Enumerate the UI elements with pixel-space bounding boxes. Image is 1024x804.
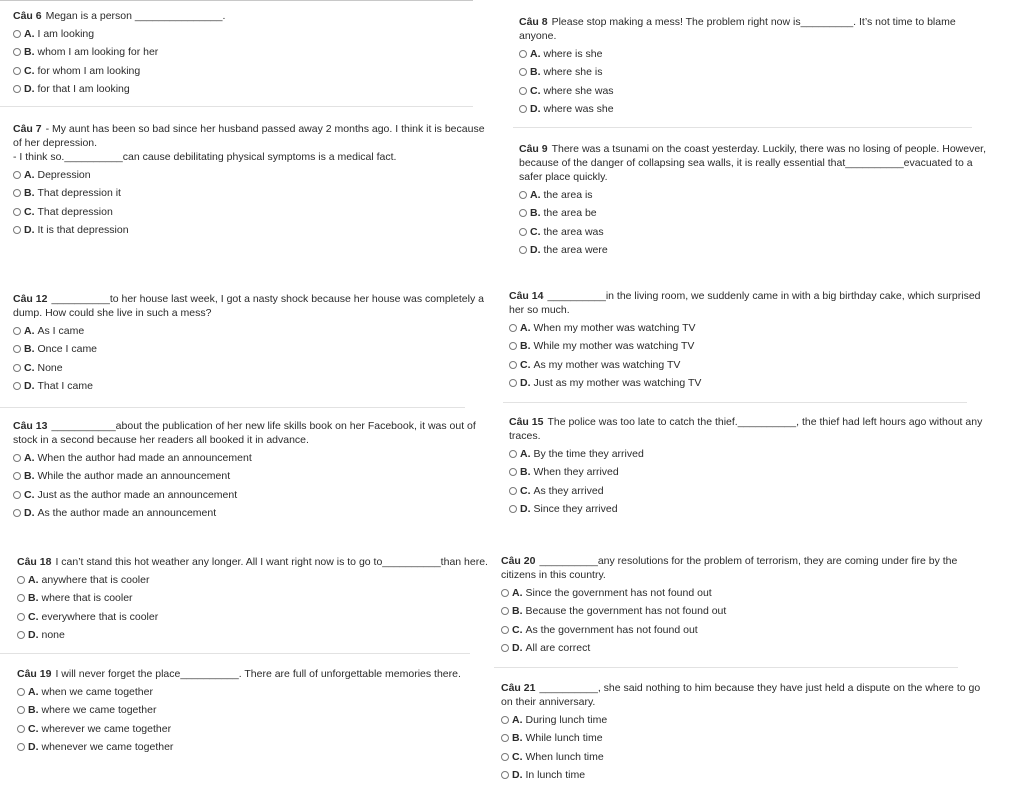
answer-option-c[interactable] bbox=[17, 722, 461, 736]
radio-button-icon[interactable] bbox=[13, 491, 21, 499]
question-14 bbox=[509, 289, 981, 390]
option-text: whenever we came together bbox=[41, 740, 174, 753]
option-text: Depression bbox=[37, 169, 91, 182]
option-letter: B. bbox=[530, 66, 541, 79]
question-text: __________, she said nothing to him because they have just held a dispute on the where to go bbox=[539, 682, 981, 694]
radio-button-icon[interactable] bbox=[17, 688, 25, 696]
option-letter: C. bbox=[512, 750, 523, 763]
option-letter: D. bbox=[530, 243, 541, 256]
radio-button-icon[interactable] bbox=[519, 209, 527, 217]
option-letter: C. bbox=[530, 84, 541, 97]
option-text: Since the government has not found out bbox=[525, 587, 712, 600]
question-stem-line bbox=[509, 303, 981, 317]
option-letter: D. bbox=[28, 628, 39, 641]
answer-option-b[interactable] bbox=[17, 591, 488, 605]
answer-option-d[interactable] bbox=[519, 102, 956, 116]
question-text: I will never forget the place__________. There are full of unforgettable memories there. bbox=[55, 668, 461, 680]
answer-option-d[interactable] bbox=[17, 628, 488, 642]
answer-option-d[interactable] bbox=[509, 502, 982, 516]
question-text: Please stop making a mess! The problem right now is_________. It’s not time to blame bbox=[551, 16, 956, 28]
answer-option-a[interactable] bbox=[13, 27, 225, 41]
option-text: whom I am looking for her bbox=[37, 46, 159, 59]
question-number: Câu 19 bbox=[17, 668, 52, 680]
radio-button-icon[interactable] bbox=[501, 626, 509, 634]
radio-button-icon[interactable] bbox=[13, 189, 21, 197]
question-text: The police was too late to catch the thief.__________, the thief had left hours ago without any bbox=[547, 416, 983, 428]
question-text: - I think so.__________can cause debilitating physical symptoms is a medical fact. bbox=[13, 151, 397, 163]
radio-button-icon[interactable] bbox=[509, 505, 517, 513]
question-text: anyone. bbox=[519, 30, 557, 42]
question-number: Câu 14 bbox=[509, 290, 544, 302]
radio-button-icon[interactable] bbox=[519, 87, 527, 95]
option-text: When the author had made an announcement bbox=[37, 452, 252, 465]
radio-button-icon[interactable] bbox=[13, 30, 21, 38]
question-text: __________any resolutions for the problem of terrorism, they are coming under fire by the bbox=[539, 555, 958, 567]
radio-button-icon[interactable] bbox=[519, 50, 527, 58]
option-letter: C. bbox=[28, 722, 39, 735]
question-stem-line bbox=[519, 170, 986, 184]
question-text: traces. bbox=[509, 430, 541, 442]
question-12 bbox=[13, 292, 484, 393]
answer-option-c[interactable] bbox=[519, 225, 986, 239]
option-letter: D. bbox=[28, 740, 39, 753]
option-letter: B. bbox=[24, 187, 35, 200]
option-letter: C. bbox=[530, 225, 541, 238]
question-text: There was a tsunami on the coast yesterday. Luckily, there was no losing of people. However, bbox=[551, 143, 987, 155]
option-text: It is that depression bbox=[37, 223, 129, 236]
option-letter: A. bbox=[24, 169, 35, 182]
answer-option-b[interactable] bbox=[13, 186, 485, 200]
option-text: none bbox=[41, 628, 65, 641]
option-text: where was she bbox=[543, 102, 614, 115]
option-text: for that I am looking bbox=[37, 82, 130, 95]
question-stem-line bbox=[13, 419, 476, 433]
answer-option-c[interactable] bbox=[509, 484, 982, 498]
option-text: As the government has not found out bbox=[525, 623, 698, 636]
question-stem-line bbox=[501, 681, 980, 695]
divider bbox=[0, 653, 470, 654]
question-text: I can’t stand this hot weather any longer. All I want right now is to go to__________than here. bbox=[55, 556, 488, 568]
option-text: In lunch time bbox=[525, 768, 586, 781]
radio-button-icon[interactable] bbox=[509, 468, 517, 476]
option-text: where is she bbox=[543, 48, 603, 61]
divider bbox=[513, 127, 972, 128]
option-letter: A. bbox=[28, 686, 39, 699]
question-stem-line bbox=[13, 306, 484, 320]
option-text: As they arrived bbox=[533, 484, 604, 497]
divider bbox=[503, 402, 967, 403]
answer-option-a[interactable] bbox=[509, 447, 982, 461]
answer-option-b[interactable] bbox=[501, 604, 957, 618]
option-text: Because the government has not found out bbox=[525, 605, 727, 618]
radio-button-icon[interactable] bbox=[13, 48, 21, 56]
question-text: citizens in this country. bbox=[501, 569, 606, 581]
answer-option-a[interactable] bbox=[519, 47, 956, 61]
question-stem-line bbox=[13, 9, 225, 23]
question-18 bbox=[17, 555, 488, 642]
option-letter: B. bbox=[24, 470, 35, 483]
answer-option-a[interactable] bbox=[509, 321, 981, 335]
option-text: All are correct bbox=[525, 641, 591, 654]
option-letter: A. bbox=[512, 587, 523, 600]
option-letter: B. bbox=[28, 592, 39, 605]
option-letter: A. bbox=[520, 322, 531, 335]
question-number: Câu 20 bbox=[501, 555, 536, 567]
radio-button-icon[interactable] bbox=[509, 342, 517, 350]
option-letter: C. bbox=[520, 358, 531, 371]
answer-option-d[interactable] bbox=[13, 82, 225, 96]
radio-button-icon[interactable] bbox=[13, 67, 21, 75]
answer-option-c[interactable] bbox=[501, 750, 980, 764]
option-letter: D. bbox=[520, 502, 531, 515]
answer-option-d[interactable] bbox=[13, 506, 476, 520]
radio-button-icon[interactable] bbox=[17, 631, 25, 639]
question-stem-line bbox=[501, 554, 957, 568]
question-text: because of the danger of collapsing sea walls, it is really essential that__________evacuated to a bbox=[519, 157, 973, 169]
option-text: Just as the author made an announcement bbox=[37, 488, 238, 501]
option-letter: A. bbox=[530, 48, 541, 61]
radio-button-icon[interactable] bbox=[509, 324, 517, 332]
option-text: where we came together bbox=[41, 704, 157, 717]
option-text: As I came bbox=[37, 325, 85, 338]
option-letter: B. bbox=[520, 340, 531, 353]
option-text: Once I came bbox=[37, 343, 98, 356]
radio-button-icon[interactable] bbox=[13, 472, 21, 480]
question-21 bbox=[501, 681, 980, 782]
question-text: ___________about the publication of her new life skills book on her Facebook, it was out of bbox=[51, 420, 476, 432]
answer-option-d[interactable] bbox=[13, 223, 485, 237]
answer-option-b[interactable] bbox=[13, 342, 484, 356]
answer-option-c[interactable] bbox=[13, 488, 476, 502]
option-text: the area be bbox=[543, 207, 597, 220]
question-20 bbox=[501, 554, 957, 655]
radio-button-icon[interactable] bbox=[509, 487, 517, 495]
option-letter: A. bbox=[28, 574, 39, 587]
option-text: During lunch time bbox=[525, 714, 608, 727]
question-stem-line bbox=[519, 142, 986, 156]
radio-button-icon[interactable] bbox=[13, 509, 21, 517]
option-letter: B. bbox=[520, 466, 531, 479]
question-stem-line bbox=[13, 136, 485, 150]
question-number: Câu 21 bbox=[501, 682, 536, 694]
option-text: When my mother was watching TV bbox=[533, 322, 696, 335]
option-letter: A. bbox=[24, 452, 35, 465]
radio-button-icon[interactable] bbox=[13, 208, 21, 216]
answer-option-c[interactable] bbox=[519, 84, 956, 98]
radio-button-icon[interactable] bbox=[17, 743, 25, 751]
option-text: the area were bbox=[543, 243, 608, 256]
option-letter: C. bbox=[24, 488, 35, 501]
answer-option-b[interactable] bbox=[519, 65, 956, 79]
radio-button-icon[interactable] bbox=[519, 191, 527, 199]
radio-button-icon[interactable] bbox=[17, 706, 25, 714]
question-text: - My aunt has been so bad since her husband passed away 2 months ago. I think it is because bbox=[45, 123, 485, 135]
question-stem-line bbox=[519, 15, 956, 29]
question-number: Câu 15 bbox=[509, 416, 544, 428]
option-letter: C. bbox=[512, 623, 523, 636]
answer-option-d[interactable] bbox=[17, 740, 461, 754]
question-9 bbox=[519, 142, 986, 257]
option-text: the area is bbox=[543, 189, 593, 202]
option-letter: C. bbox=[28, 610, 39, 623]
answer-option-b[interactable] bbox=[13, 45, 225, 59]
answer-option-c[interactable] bbox=[13, 205, 485, 219]
answer-option-b[interactable] bbox=[509, 339, 981, 353]
radio-button-icon[interactable] bbox=[13, 345, 21, 353]
question-8 bbox=[519, 15, 956, 116]
answer-option-a[interactable] bbox=[13, 324, 484, 338]
radio-button-icon[interactable] bbox=[13, 454, 21, 462]
question-number: Câu 6 bbox=[13, 10, 42, 22]
answer-option-b[interactable] bbox=[13, 469, 476, 483]
question-text: __________to her house last week, I got a nasty shock because her house was completely a bbox=[51, 293, 484, 305]
option-letter: D. bbox=[520, 376, 531, 389]
radio-button-icon[interactable] bbox=[509, 361, 517, 369]
option-letter: D. bbox=[24, 223, 35, 236]
option-text: Since they arrived bbox=[533, 502, 618, 515]
radio-button-icon[interactable] bbox=[501, 771, 509, 779]
divider bbox=[0, 0, 473, 1]
option-text: While my mother was watching TV bbox=[533, 340, 695, 353]
question-stem-line bbox=[13, 292, 484, 306]
option-text: While the author made an announcement bbox=[37, 470, 231, 483]
question-text: her so much. bbox=[509, 304, 570, 316]
option-letter: A. bbox=[530, 189, 541, 202]
answer-option-a[interactable] bbox=[501, 586, 957, 600]
option-letter: C. bbox=[520, 484, 531, 497]
option-text: When they arrived bbox=[533, 466, 619, 479]
radio-button-icon[interactable] bbox=[509, 450, 517, 458]
question-stem-line bbox=[13, 122, 485, 136]
question-6 bbox=[13, 9, 225, 96]
answer-option-c[interactable] bbox=[13, 64, 225, 78]
question-7 bbox=[13, 122, 485, 237]
radio-button-icon[interactable] bbox=[13, 85, 21, 93]
question-number: Câu 12 bbox=[13, 293, 48, 305]
option-letter: D. bbox=[512, 641, 523, 654]
radio-button-icon[interactable] bbox=[501, 644, 509, 652]
option-letter: D. bbox=[24, 506, 35, 519]
answer-option-d[interactable] bbox=[501, 641, 957, 655]
answer-option-a[interactable] bbox=[501, 713, 980, 727]
question-text: Megan is a person _______________. bbox=[45, 10, 226, 22]
divider bbox=[494, 667, 958, 668]
option-letter: D. bbox=[530, 102, 541, 115]
option-text: where she is bbox=[543, 66, 603, 79]
option-text: everywhere that is cooler bbox=[41, 610, 159, 623]
question-text: on their anniversary. bbox=[501, 696, 596, 708]
answer-option-c[interactable] bbox=[13, 361, 484, 375]
option-text: None bbox=[37, 361, 63, 374]
option-letter: C. bbox=[24, 64, 35, 77]
question-stem-line bbox=[17, 555, 488, 569]
option-text: As the author made an announcement bbox=[37, 506, 217, 519]
radio-button-icon[interactable] bbox=[17, 594, 25, 602]
answer-option-c[interactable] bbox=[509, 358, 981, 372]
radio-button-icon[interactable] bbox=[17, 613, 25, 621]
question-19 bbox=[17, 667, 461, 754]
question-number: Câu 7 bbox=[13, 123, 42, 135]
question-stem-line bbox=[17, 667, 461, 681]
answer-option-d[interactable] bbox=[509, 376, 981, 390]
question-stem-line bbox=[501, 695, 980, 709]
option-text: the area was bbox=[543, 225, 604, 238]
option-letter: B. bbox=[530, 207, 541, 220]
radio-button-icon[interactable] bbox=[13, 226, 21, 234]
question-stem-line bbox=[519, 156, 986, 170]
answer-option-d[interactable] bbox=[13, 379, 484, 393]
option-letter: C. bbox=[24, 205, 35, 218]
radio-button-icon[interactable] bbox=[501, 589, 509, 597]
option-text: That depression it bbox=[37, 187, 121, 200]
option-text: By the time they arrived bbox=[533, 448, 644, 461]
question-text: safer place quickly. bbox=[519, 171, 608, 183]
question-stem-line bbox=[509, 289, 981, 303]
question-stem-line bbox=[13, 150, 485, 164]
option-letter: B. bbox=[28, 704, 39, 717]
radio-button-icon[interactable] bbox=[13, 171, 21, 179]
answer-option-a[interactable] bbox=[17, 573, 488, 587]
answer-option-c[interactable] bbox=[17, 610, 488, 624]
radio-button-icon[interactable] bbox=[509, 379, 517, 387]
radio-button-icon[interactable] bbox=[17, 576, 25, 584]
question-text: dump. How could she live in such a mess? bbox=[13, 307, 212, 319]
option-letter: B. bbox=[24, 343, 35, 356]
option-text: I am looking bbox=[37, 28, 95, 41]
option-letter: C. bbox=[24, 361, 35, 374]
option-letter: D. bbox=[24, 379, 35, 392]
question-text: stock in a second because her readers all booked it in advance. bbox=[13, 434, 309, 446]
option-text: When lunch time bbox=[525, 750, 604, 763]
radio-button-icon[interactable] bbox=[519, 228, 527, 236]
option-text: where that is cooler bbox=[41, 592, 133, 605]
radio-button-icon[interactable] bbox=[501, 734, 509, 742]
option-text: As my mother was watching TV bbox=[533, 358, 681, 371]
option-letter: A. bbox=[24, 28, 35, 41]
question-stem-line bbox=[509, 415, 982, 429]
answer-option-a[interactable] bbox=[13, 451, 476, 465]
answer-option-a[interactable] bbox=[519, 188, 986, 202]
option-text: for whom I am looking bbox=[37, 64, 141, 77]
option-letter: D. bbox=[24, 82, 35, 95]
option-text: anywhere that is cooler bbox=[41, 574, 150, 587]
option-letter: B. bbox=[512, 732, 523, 745]
question-15 bbox=[509, 415, 982, 516]
option-text: Just as my mother was watching TV bbox=[533, 376, 702, 389]
question-stem-line bbox=[501, 568, 957, 582]
question-stem-line bbox=[509, 429, 982, 443]
option-text: wherever we came together bbox=[41, 722, 172, 735]
radio-button-icon[interactable] bbox=[519, 68, 527, 76]
radio-button-icon[interactable] bbox=[13, 382, 21, 390]
question-number: Câu 18 bbox=[17, 556, 52, 568]
answer-option-b[interactable] bbox=[17, 703, 461, 717]
question-stem-line bbox=[519, 29, 956, 43]
answer-option-a[interactable] bbox=[13, 168, 485, 182]
option-text: That depression bbox=[37, 205, 113, 218]
radio-button-icon[interactable] bbox=[501, 607, 509, 615]
question-number: Câu 13 bbox=[13, 420, 48, 432]
option-text: where she was bbox=[543, 84, 614, 97]
answer-option-d[interactable] bbox=[501, 768, 980, 782]
option-text: when we came together bbox=[41, 686, 153, 699]
option-letter: B. bbox=[512, 605, 523, 618]
question-number: Câu 8 bbox=[519, 16, 548, 28]
question-text: of her depression. bbox=[13, 137, 98, 149]
answer-option-b[interactable] bbox=[519, 206, 986, 220]
question-number: Câu 9 bbox=[519, 143, 548, 155]
answer-option-b[interactable] bbox=[509, 465, 982, 479]
radio-button-icon[interactable] bbox=[519, 246, 527, 254]
divider bbox=[0, 407, 465, 408]
radio-button-icon[interactable] bbox=[501, 753, 509, 761]
radio-button-icon[interactable] bbox=[13, 327, 21, 335]
answer-option-c[interactable] bbox=[501, 623, 957, 637]
option-text: That I came bbox=[37, 379, 93, 392]
option-letter: A. bbox=[520, 448, 531, 461]
divider bbox=[0, 106, 473, 107]
radio-button-icon[interactable] bbox=[519, 105, 527, 113]
answer-option-b[interactable] bbox=[501, 731, 980, 745]
question-13 bbox=[13, 419, 476, 520]
option-letter: A. bbox=[512, 714, 523, 727]
radio-button-icon[interactable] bbox=[501, 716, 509, 724]
question-stem-line bbox=[13, 433, 476, 447]
option-letter: A. bbox=[24, 325, 35, 338]
option-letter: B. bbox=[24, 46, 35, 59]
answer-option-a[interactable] bbox=[17, 685, 461, 699]
radio-button-icon[interactable] bbox=[17, 725, 25, 733]
option-letter: D. bbox=[512, 768, 523, 781]
question-text: __________in the living room, we suddenly came in with a big birthday cake, which surprised bbox=[547, 290, 981, 302]
answer-option-d[interactable] bbox=[519, 243, 986, 257]
radio-button-icon[interactable] bbox=[13, 364, 21, 372]
option-text: While lunch time bbox=[525, 732, 603, 745]
